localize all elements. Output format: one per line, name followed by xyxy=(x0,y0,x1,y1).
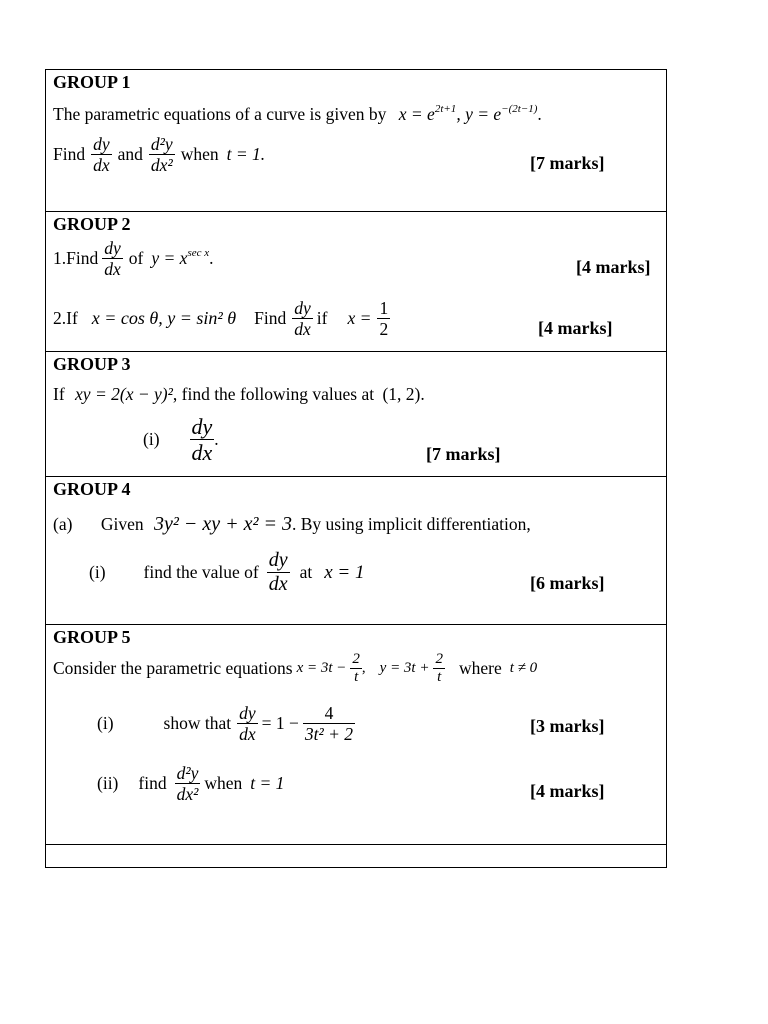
group-5-i-text: show that xyxy=(163,713,232,734)
frac-numerator: 2 xyxy=(435,651,443,667)
group-2-q2-dydx xyxy=(292,298,313,339)
frac-numerator: dy xyxy=(294,298,311,318)
group-1-x-exponent: 2t+1 xyxy=(434,103,457,115)
group-1-find-line xyxy=(53,134,265,175)
group-5-item-ii xyxy=(97,763,284,804)
group-3-box xyxy=(45,351,667,477)
group-3-item-i: (i) $\frac{dy}{dx}$ . xyxy=(143,414,219,466)
group-4-find: find the value of xyxy=(143,562,259,582)
group-3-marks: [7 marks] xyxy=(426,444,501,464)
group-2-q2-ifword: if xyxy=(316,308,328,329)
group-2-q2-find: Find xyxy=(254,308,287,329)
frac-denominator: dx² xyxy=(150,155,173,176)
frac-denominator: t xyxy=(350,668,362,686)
question-sheet xyxy=(45,70,667,868)
group-2-box xyxy=(45,211,667,352)
group-2-q2-marks: [4 marks] xyxy=(538,318,613,338)
group-4-box xyxy=(45,476,667,625)
frac-numerator: dy xyxy=(93,134,110,154)
group-2-q2-expression: x = cos θ, y = sin² θ xyxy=(91,308,237,329)
group-2-q1-dydx xyxy=(102,238,123,279)
frac-numerator: dy xyxy=(239,703,256,723)
frac-denominator: dx xyxy=(93,155,110,176)
group-5-i-equals: = 1 − xyxy=(261,713,299,734)
frac-numerator: dy xyxy=(268,549,288,571)
group-5-i-marks: [3 marks] xyxy=(530,716,605,736)
group-5-condition: t ≠ 0 xyxy=(509,660,538,677)
group-2-q1-base: y = x xyxy=(151,248,188,269)
group-5-y-equation: y = 3t + xyxy=(379,660,430,677)
group-3-equation: xy = 2(x − y)² xyxy=(75,384,173,404)
frac-numerator: dy xyxy=(104,238,121,258)
group-3-point: (1, 2). xyxy=(382,384,425,404)
group-3-if: If xyxy=(53,384,65,404)
group-3-dydx xyxy=(190,414,215,466)
group-1-find-text: Find xyxy=(53,144,86,165)
group-1-marks: [7 marks] xyxy=(530,153,605,173)
group-4-given: Given xyxy=(100,514,144,534)
group-4-part-label: (a) xyxy=(53,514,73,534)
group-2-q1-exponent: sec x xyxy=(187,247,210,260)
frac-denominator: 2 xyxy=(379,319,389,340)
frac-denominator: dx² xyxy=(176,784,199,805)
group-5-i-dydx xyxy=(237,703,258,744)
frac-denominator: dx xyxy=(268,573,288,595)
group-1-x-base: x = e xyxy=(398,104,435,124)
frac-numerator: dy xyxy=(191,414,213,439)
group-1-intro-text: The parametric equations of a curve is given by xyxy=(53,104,387,124)
group-5-y-frac xyxy=(433,651,445,687)
group-5-ii-d2ydx2 xyxy=(175,763,201,804)
group-4-at: at xyxy=(299,562,313,582)
group-1-box xyxy=(45,69,667,212)
frac-denominator: dx xyxy=(104,259,121,280)
group-2-q2-x: x = xyxy=(347,308,372,329)
group-5-ii-condition: t = 1 xyxy=(250,773,285,794)
frac-numerator: 2 xyxy=(352,651,360,667)
group-1-and-text: and xyxy=(117,144,143,165)
group-4-item-i xyxy=(89,549,365,596)
group-1-d2ydx2 xyxy=(149,134,175,175)
group-4-title: GROUP 4 xyxy=(53,479,131,499)
group-5-intro: Consider the parametric equations x = 3t − $\frac{2}{t}$ , y = 3t + $\frac{2}{t}$ where t ≠ 0 xyxy=(53,651,538,686)
group-4-rest: . By using implicit differentiation, xyxy=(291,514,531,534)
group-2-q1-expression xyxy=(151,248,209,269)
group-5-ii-label: (ii) xyxy=(97,773,119,794)
group-1-y-equation xyxy=(456,104,537,124)
group-5-item-i xyxy=(97,703,355,744)
group-2-question-1: 1.Find $\frac{dy}{dx}$ of $y = x^{sec x}$ . xyxy=(53,238,214,280)
group-2-q1-marks: [4 marks] xyxy=(576,257,651,277)
group-1-title: GROUP 1 xyxy=(53,72,131,92)
frac-numerator: d²y xyxy=(150,134,173,154)
group-2-q1-find: 1.Find xyxy=(53,248,99,269)
frac-numerator: 4 xyxy=(324,703,334,723)
group-1-y-exponent: −(2t−1) xyxy=(501,103,538,115)
group-4-intro xyxy=(53,513,531,536)
group-1-when-text: when xyxy=(180,144,219,165)
group-5-ii-text: find xyxy=(138,773,167,794)
group-3-title: GROUP 3 xyxy=(53,354,131,374)
empty-row xyxy=(45,844,667,868)
group-2-q1-of: of xyxy=(128,248,144,269)
group-2-question-2 xyxy=(53,298,390,339)
frac-denominator: dx xyxy=(294,319,311,340)
frac-numerator: d²y xyxy=(176,763,199,783)
group-1-y-base: , y = e xyxy=(456,104,502,124)
group-1-dydx xyxy=(91,134,112,175)
group-3-item-label: (i) xyxy=(143,429,160,450)
group-4-equation: 3y² − xy + x² = 3 xyxy=(153,513,292,535)
group-4-item-label: (i) xyxy=(89,562,106,582)
group-3-intro xyxy=(53,384,425,405)
frac-denominator: dx xyxy=(191,440,213,466)
group-2-q2-if: 2.If xyxy=(53,308,78,329)
group-5-i-label: (i) xyxy=(97,713,114,734)
group-5-x-frac xyxy=(350,651,362,687)
group-5-where: where xyxy=(458,658,502,679)
group-4-dydx xyxy=(267,549,290,596)
group-2-q2-half xyxy=(377,298,390,339)
group-5-title: GROUP 5 xyxy=(53,627,131,647)
group-1-condition: t = 1. xyxy=(226,144,266,165)
group-3-rest: , find the following values at xyxy=(172,384,375,404)
group-5-ii-when: when xyxy=(204,773,243,794)
group-1-x-equation xyxy=(399,104,457,124)
group-5-ii-marks: [4 marks] xyxy=(530,781,605,801)
frac-numerator: 1 xyxy=(379,298,389,318)
group-4-condition: x = 1 xyxy=(324,561,365,583)
group-2-title: GROUP 2 xyxy=(53,214,131,234)
group-1-intro: The parametric equations of a curve is given by $x = e^{2t+1}$, $y = e^{-(2t-1)}$. xyxy=(53,103,542,124)
group-5-intro-text: Consider the parametric equations xyxy=(53,658,293,679)
frac-denominator: 3t² + 2 xyxy=(304,724,354,745)
group-4-marks: [6 marks] xyxy=(530,573,605,593)
frac-denominator: dx xyxy=(239,724,256,745)
group-5-box xyxy=(45,624,667,845)
group-5-x-equation: x = 3t − xyxy=(296,660,347,677)
group-5-i-frac xyxy=(303,703,355,744)
frac-denominator: t xyxy=(433,668,445,686)
